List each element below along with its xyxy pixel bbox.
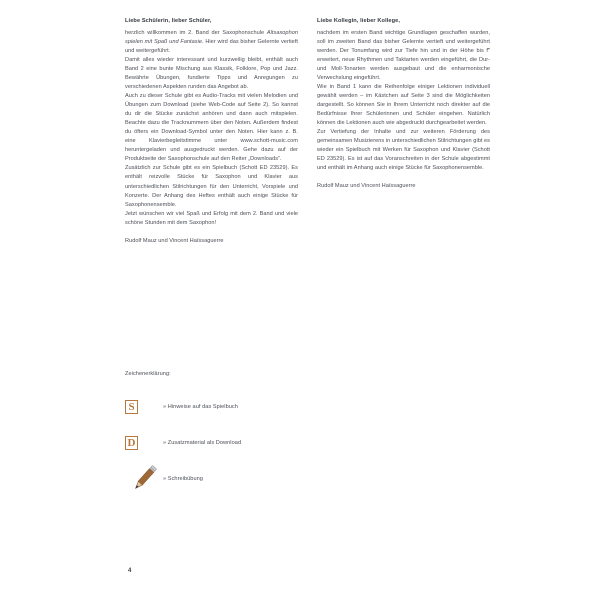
left-column-paragraph-3: Auch zu dieser Schule gibt es Audio-Tracks mit vielen Melodien und Übungen zum Download (siehe Web-Code auf Seite 2). So kannst du dir die Stücke zunächst anhören und dann auch mitspielen. Beachte dazu die Tracknummern über den Noten. Außerdem findest du öfters ein Download-Symbol unter den Noten. Hier kann z. B. eine Klavierbegleitstimme unter www.schott-music.com heruntergeladen und ausgedruckt werden. Gehe dazu auf der Produktseite der Saxophonschule auf den Reiter „Downloads“. [125,93,298,163]
legend-icon-slot [125,436,163,450]
page-number: 4 [128,568,132,574]
pencil-icon [125,462,163,496]
right-column-signature: Rudolf Mauz und Vincent Haïssaguerre [317,183,416,190]
legend-title: Zeichenerklärung: [125,371,171,377]
paragraph-1-text-after-title: . Hier wird das bisher Gelernte vertieft und weitergeführt. [125,38,298,54]
paragraph-1-text-before-title: herzlich willkommen im 2. Band der Saxophonschule [125,29,267,36]
left-column-paragraph-2: Damit alles wieder interessant und kurzweilig bleibt, enthält auch Band 2 eine bunte Mischung aus Klassik, Folklore, Pop und Jazz. Bewährte Übungen, fundierte Tipps und Anregungen zu verschiedenen Aspekten runden das Angebot ab. [125,56,298,91]
left-column-students [125,18,298,251]
preface-columns [125,18,490,251]
right-column-greeting: Liebe Kollegin, lieber Kollege, [317,18,401,24]
left-column-paragraph-1 [125,29,298,56]
legend-item-spielbuch [125,389,425,425]
legend-item-schreibuebung [125,461,425,497]
left-column-greeting: Liebe Schülerin, lieber Schüler, [125,18,212,24]
legend-item-label: » Zusatzmaterial als Download [163,440,242,446]
right-column-paragraph-2: Wie in Band 1 kann die Reihenfolge einiger Lektionen individuell gewählt werden – im Kästchen auf Seite 3 sind die Möglichkeiten dargestellt. So können Sie in Ihrem Unterricht noch direkter auf die Bedürfnisse Ihrer Schülerinnen und Schüler eingehen. Natürlich können die Lektionen auch wie abgedruckt durchgearbeitet werden. [317,84,490,127]
left-column-signature: Rudolf Mauz und Vincent Haïssaguerre [125,237,224,244]
legend-item-label: » Schreibübung [163,476,203,482]
legend-section [125,371,425,497]
letter-tile-d-icon: D [125,436,138,450]
left-column-paragraph-5: Jetzt wünschen wir viel Spaß und Erfolg mit dem 2. Band und viele schöne Stunden mit dem Saxophon! [125,210,298,226]
book-title-italic: Altsaxophon spielen mit Spaß und Fantasie [125,29,298,45]
legend-item-download [125,425,425,461]
letter-tile-s-icon: S [125,400,138,414]
right-column-paragraph-1: nachdem im ersten Band wichtige Grundlagen geschaffen wurden, soll im zweiten Band das bisher Gelernte vertieft und weitergeführt werden. Der Tonumfang wird zur Tiefe hin und in der Höhe bis f‴ erweitert, neue Rhythmen und Taktarten werden eingeführt, die Dur- und Moll-Tonarten werden ausgebaut und die enharmonische Verwechslung eingeführt. [317,29,490,81]
right-column-paragraph-3: Zur Vertiefung der Inhalte und zur weiteren Förderung des gemeinsamen Musizierens in unterschiedlichen Stilrichtungen gibt es wieder ein Spielbuch mit Werken für Saxophon und Klavier (Schott ED 23529). Es ist auf das Voranschreiten in der Schule abgestimmt und enthält im Anhang auch einige Stücke für Saxophonensemble. [317,129,490,172]
right-column-teachers [317,18,490,251]
legend-icon-slot [125,400,163,414]
legend-icon-slot [125,462,163,496]
legend-item-label: » Hinweise auf das Spielbuch [163,404,238,410]
left-column-paragraph-4: Zusätzlich zur Schule gibt es ein Spielbuch (Schott ED 23529). Es enthält reizvolle Stücke für Saxophon und Klavier aus unterschiedlichen Stilrichtungen für den Unterricht, Vorspiele und Konzerte. Der Anhang des Heftes enthält auch einige Stücke für Saxophonensemble. [125,165,298,208]
